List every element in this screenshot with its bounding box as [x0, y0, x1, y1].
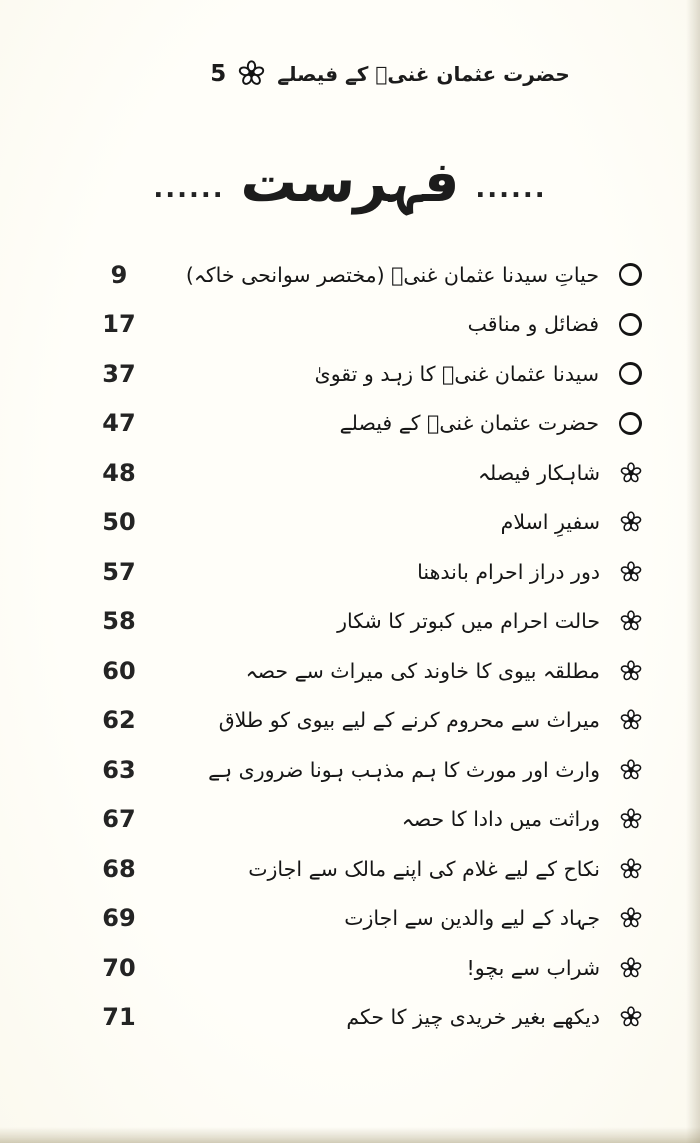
page-header [40, 60, 700, 87]
flower-bullet-icon [620, 511, 642, 533]
toc-entry-label: مطلقہ بیوی کا خاوند کی میراث سے حصہ [245, 658, 600, 683]
toc-entry [0, 993, 700, 1043]
toc-entry [0, 646, 700, 696]
flower-bullet-icon [620, 561, 642, 583]
circle-bullet-icon [619, 362, 642, 385]
toc-page-number: 70 [102, 953, 136, 982]
flower-bullet-icon [620, 660, 642, 682]
toc-entry [0, 745, 700, 795]
toc-entry-content [152, 807, 642, 831]
flower-bullet-icon [620, 610, 642, 632]
flower-bullet-icon [620, 957, 642, 979]
toc-entry-content [152, 461, 642, 485]
flower-bullet-icon [620, 462, 642, 484]
toc-entry-content [152, 411, 642, 435]
heading-dots-right: ...... [475, 173, 547, 204]
header-ornament-flower-icon [238, 60, 265, 87]
toc-page-number: 71 [102, 1003, 136, 1032]
toc-entry [0, 300, 700, 350]
toc-entry-content [152, 956, 642, 980]
flower-bullet-icon [620, 759, 642, 781]
toc-page-number: 48 [102, 458, 136, 487]
toc-entry [0, 894, 700, 944]
flower-bullet-icon [620, 808, 642, 830]
header-page-number: 5 [210, 60, 227, 87]
toc-entry-content [152, 312, 642, 336]
toc-entry-label: فضائل و مناقب [467, 312, 599, 337]
toc-page-number: 37 [102, 359, 136, 388]
toc-entry-content [152, 906, 642, 930]
toc-page-number: 68 [102, 854, 136, 883]
toc-page-number: 67 [102, 805, 136, 834]
toc-entry-label: وراثت میں دادا کا حصہ [401, 807, 600, 832]
toc-entry-content [152, 857, 642, 881]
toc-entry-label: حضرت عثمان غنیؓ کے فیصلے [339, 411, 599, 436]
toc-page-number: 60 [102, 656, 136, 685]
toc-list [0, 250, 700, 1042]
toc-entry-label: جہاد کے لیے والدین سے اجازت [344, 906, 600, 931]
toc-entry [0, 696, 700, 746]
toc-entry [0, 795, 700, 845]
toc-entry [0, 943, 700, 993]
contents-title: فہرست [238, 150, 462, 215]
toc-entry-content [152, 1005, 642, 1029]
toc-page-number: 63 [102, 755, 136, 784]
toc-entry [0, 547, 700, 597]
circle-bullet-icon [619, 313, 642, 336]
contents-heading [0, 149, 700, 216]
toc-entry-content [152, 659, 642, 683]
toc-entry [0, 250, 700, 300]
toc-entry [0, 597, 700, 647]
toc-entry-label: میراث سے محروم کرنے کے لیے بیوی کو طلاق [218, 708, 600, 733]
toc-entry [0, 399, 700, 449]
toc-page-number: 58 [102, 607, 136, 636]
toc-entry-label: شراب سے بچو! [466, 955, 600, 980]
toc-page-number: 9 [110, 260, 128, 289]
flower-bullet-icon [620, 709, 642, 731]
toc-page-number: 69 [102, 904, 136, 933]
toc-entry-content [152, 510, 642, 534]
toc-entry-label: شاہکار فیصلہ [478, 460, 600, 485]
toc-entry-content [152, 708, 642, 732]
circle-bullet-icon [619, 412, 642, 435]
toc-entry-label: حیاتِ سیدنا عثمان غنیؓ (مختصر سوانحی خاکہ) [185, 262, 599, 287]
toc-entry-label: سیدنا عثمان غنیؓ کا زہد و تقویٰ [314, 361, 599, 386]
toc-page-number: 57 [102, 557, 136, 586]
toc-entry [0, 498, 700, 548]
toc-entry-label: حالت احرام میں کبوتر کا شکار [337, 609, 600, 634]
toc-entry-label: وارث اور مورث کا ہم مذہب ہونا ضروری ہے [208, 757, 600, 782]
flower-bullet-icon [620, 1006, 642, 1028]
toc-entry-content [152, 362, 642, 386]
circle-bullet-icon [619, 263, 642, 286]
toc-entry-label: سفیرِ اسلام [500, 510, 600, 535]
toc-entry-content [152, 560, 642, 584]
header-book-title: حضرت عثمان غنیؓ کے فیصلے [277, 61, 570, 86]
toc-entry [0, 448, 700, 498]
toc-entry-label: نکاح کے لیے غلام کی اپنے مالک سے اجازت [248, 856, 600, 881]
toc-page-number: 17 [102, 310, 136, 339]
toc-page-number: 50 [102, 508, 136, 537]
toc-entry [0, 349, 700, 399]
flower-bullet-icon [620, 907, 642, 929]
flower-bullet-icon [620, 858, 642, 880]
toc-entry [0, 844, 700, 894]
toc-page-number: 47 [102, 409, 136, 438]
toc-entry-content [152, 263, 642, 287]
heading-dots-left: ...... [153, 173, 225, 204]
toc-page-number: 62 [102, 706, 136, 735]
toc-entry-content [152, 758, 642, 782]
toc-entry-label: دیکھے بغیر خریدی چیز کا حکم [346, 1005, 600, 1030]
toc-entry-label: دور دراز احرام باندھنا [417, 559, 600, 584]
toc-entry-content [152, 609, 642, 633]
